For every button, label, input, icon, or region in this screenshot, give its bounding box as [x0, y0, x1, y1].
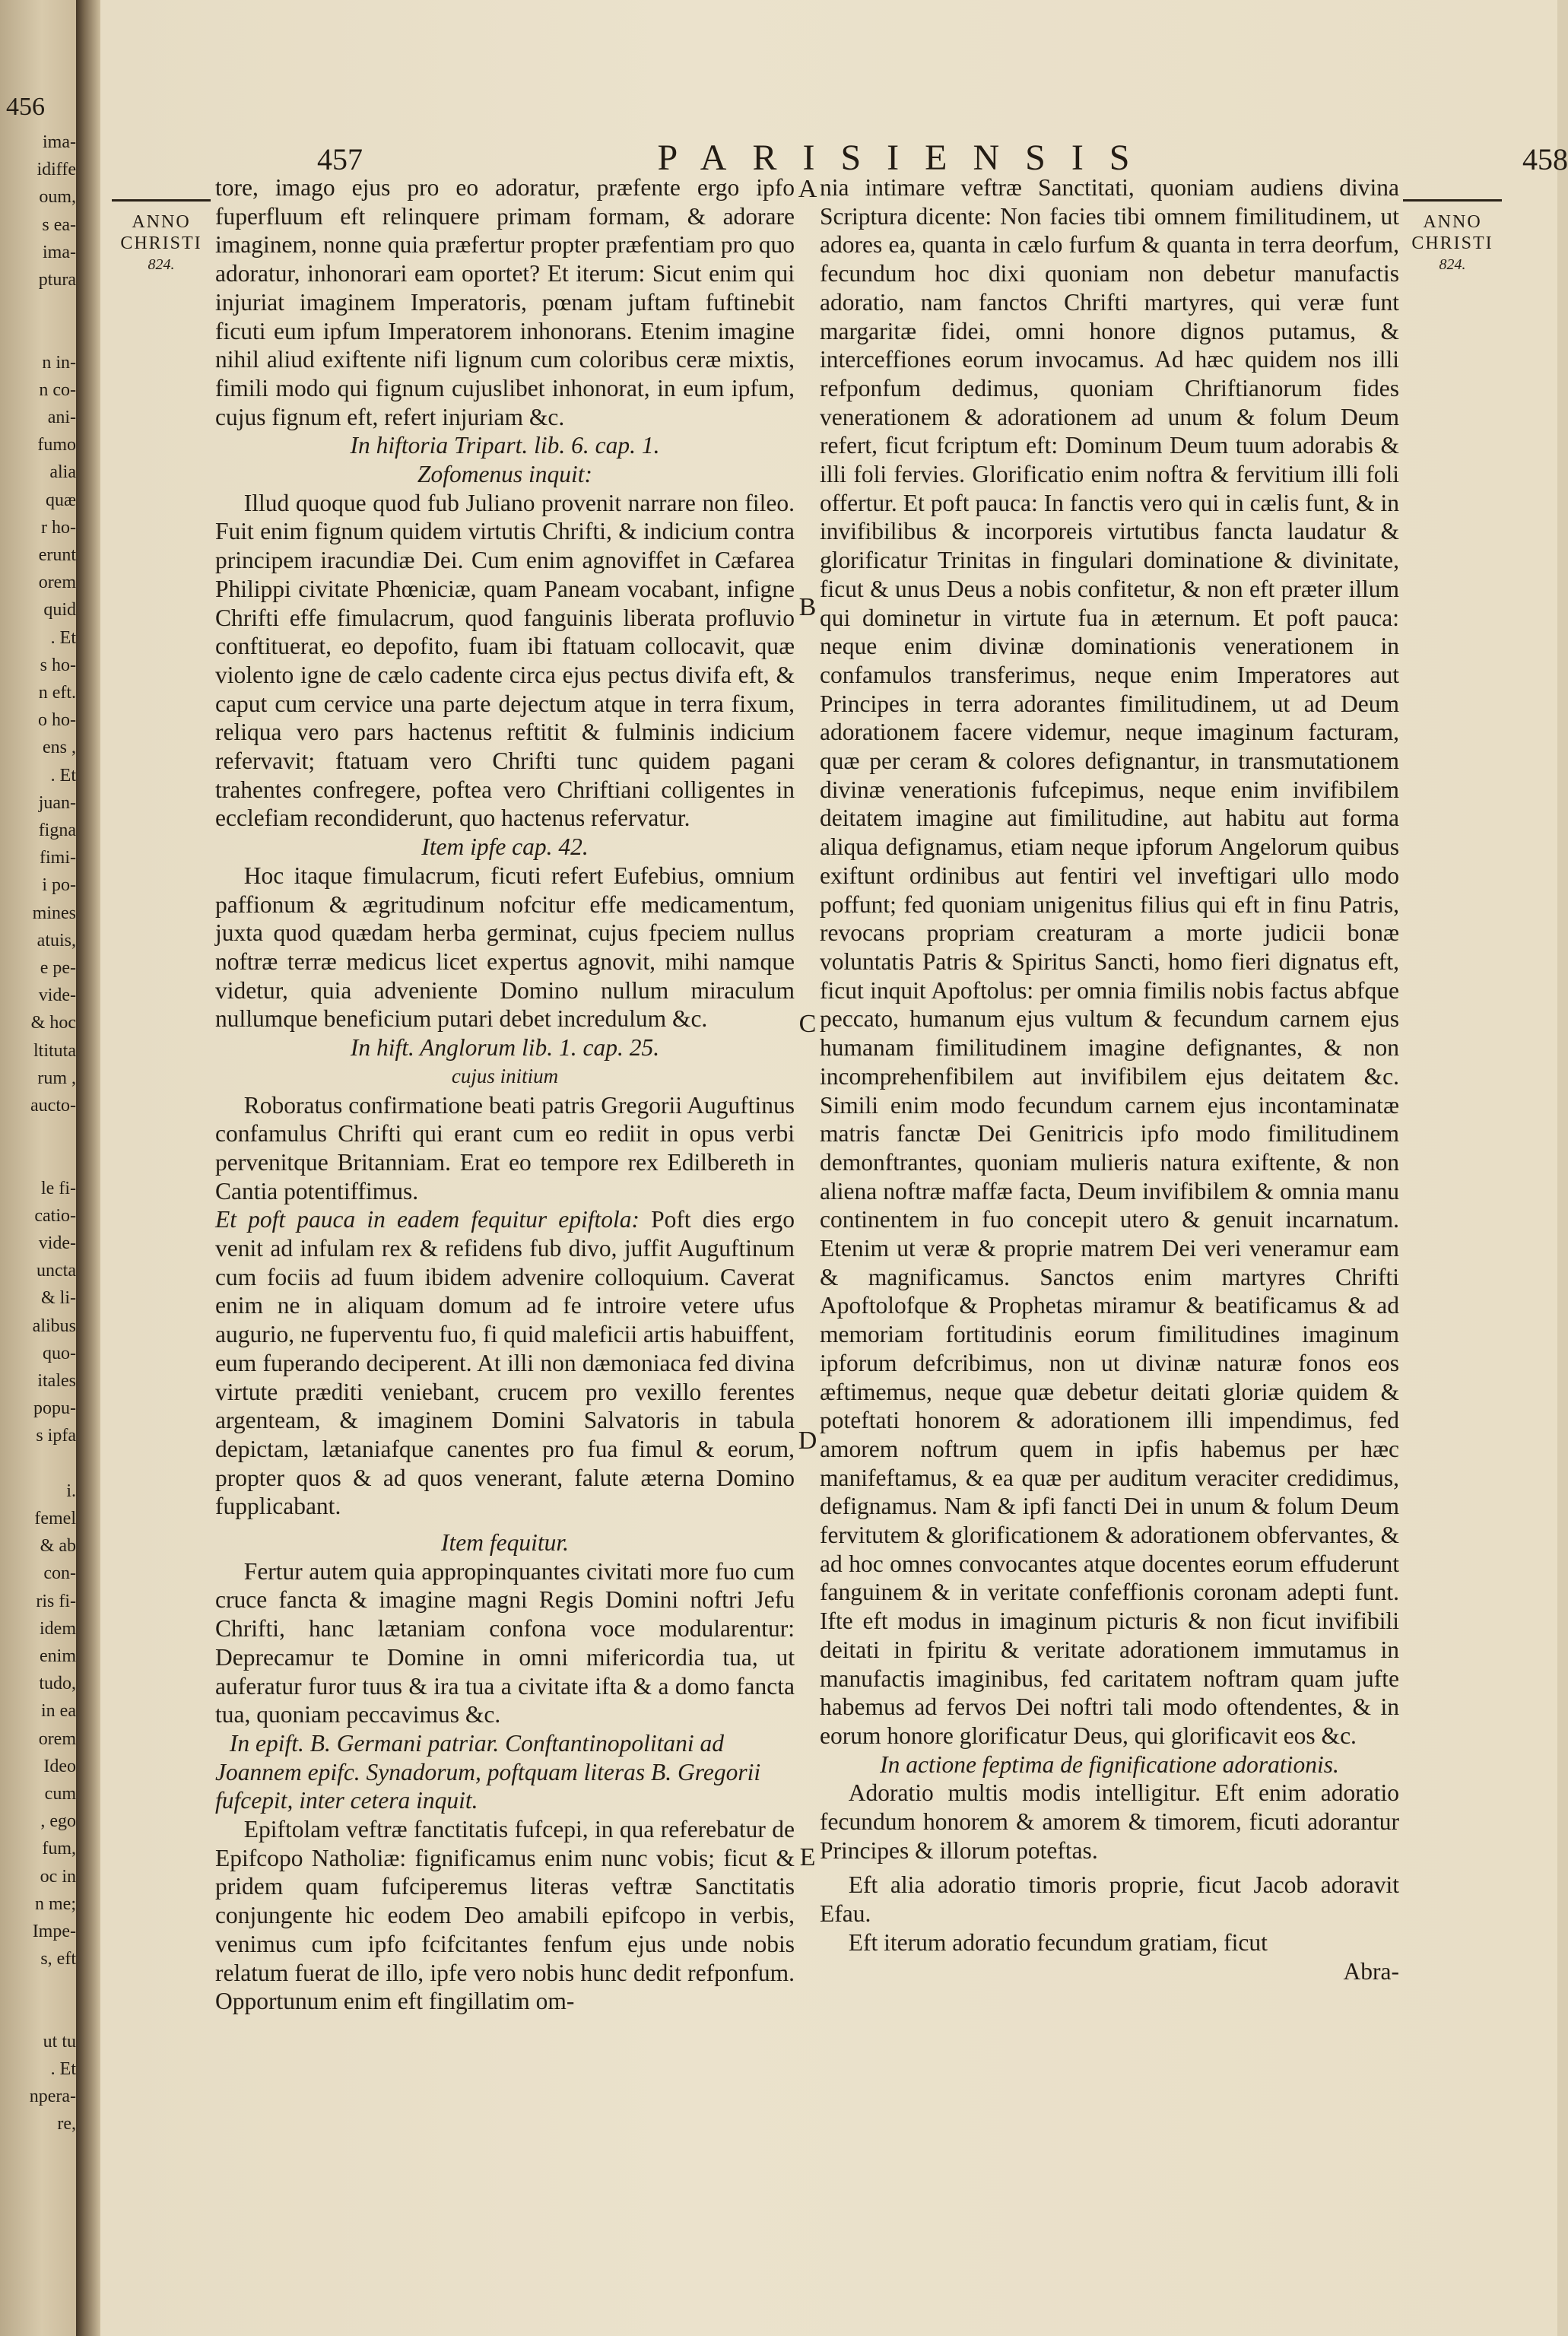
previous-page-fragment: & li-	[41, 1288, 76, 1309]
previous-page-fragment: catio-	[34, 1205, 76, 1226]
previous-page-fragment: idiffe	[37, 160, 76, 180]
previous-page-fragment: figna	[38, 820, 76, 840]
margin-note-label: ANNO	[132, 212, 191, 232]
previous-page-fragment: vide-	[38, 986, 76, 1006]
previous-page-fragment: ima-	[43, 132, 76, 152]
previous-page-fragment: vide-	[38, 1233, 76, 1253]
paragraph: Eft iterum adoratio fecundum gratiam, ficut	[848, 1928, 1268, 1956]
previous-page-fragment: alia	[49, 462, 76, 483]
previous-page-fragment: quid	[43, 600, 76, 620]
previous-page-fragment: itales	[37, 1371, 76, 1391]
previous-page-fragment: quo-	[43, 1343, 76, 1363]
previous-page-fragment: & hoc	[30, 1013, 76, 1033]
section-marker-e: E	[799, 1843, 816, 1871]
previous-page-fragment: juan-	[38, 792, 76, 813]
previous-page-fragment: n eft.	[38, 683, 76, 703]
section-subheading: Zofomenus inquit:	[417, 461, 593, 488]
previous-page-fragment: re,	[57, 2114, 76, 2134]
previous-page-fragment: oum,	[39, 187, 76, 208]
section-heading: In actione feptima de fignificatione adorationis.	[880, 1750, 1339, 1778]
section-heading: In hiftoria Tripart. lib. 6. cap. 1.	[350, 432, 660, 459]
margin-rule-right	[1403, 199, 1502, 202]
section-heading: In epift. B. Germani patriar. Conftantinopolitani ad Joannem epifc. Synadorum, poftquam literas B. Gregorii fufcepit, inter cetera inquit.	[215, 1729, 761, 1814]
previous-page-fragment: ptura	[38, 270, 76, 290]
left-column	[215, 173, 795, 2016]
section-marker-c: C	[798, 1010, 817, 1038]
section-subheading: cujus initium	[451, 1064, 559, 1087]
right-column	[820, 173, 1399, 1985]
running-head: PARISIENSIS	[657, 138, 1156, 178]
previous-page-fragment: ltituta	[33, 1040, 76, 1061]
previous-page-fragment: Ideo	[43, 1756, 76, 1776]
previous-page-fragment: atuis,	[37, 930, 76, 951]
previous-page-fragment: alibus	[32, 1316, 76, 1336]
paragraph: Eft alia adoratio timoris proprie, ficut Jacob adoravit Efau.	[820, 1871, 1399, 1928]
paragraph: Hoc itaque fimulacrum, ficuti refert Eufebius, omnium paffionum & ægritudinum nofcitur effe medicamentum, juxta quod quædam herba germinat, cujus fpeciem nullus noftræ terræ medicus licet expertus agnovit, mihi namque videtur, quia adveniente Domino nullum miraculum nullumque beneficium putari debet incredulum &c.	[215, 862, 795, 1033]
previous-page-fragment: tudo,	[39, 1674, 76, 1694]
previous-page-fragment: r ho-	[41, 517, 76, 538]
previous-page-fragment: ris fi-	[36, 1591, 76, 1611]
previous-page-fragment: femel	[34, 1509, 76, 1528]
paragraph: Epiftolam veftræ fanctitatis fufcepi, in qua referebatur de Epifcopo Natholiæ: fignificamus enim nunc vobis; ficut & pridem quam fufciperemus literas veftræ Sanctitatis conjungente hic eodem Deo amabili epifcopo in verbis, venimus cum ipfo fcifcitantes fenfum ejus unde nobis relatum fuerat de illo, ipfe vero nobis hunc dedit refponfum. Opportunum enim eft fingillatim om-	[215, 1816, 795, 2015]
previous-page-fragment: cum	[44, 1784, 76, 1804]
section-marker-a: A	[798, 175, 817, 203]
previous-page-fragment: ut tu	[43, 2031, 76, 2052]
previous-page-fragment: ani-	[47, 408, 76, 427]
previous-page-fragment: oc in	[40, 1866, 76, 1887]
page-number-left: 457	[317, 142, 363, 176]
paragraph: nia intimare veftræ Sanctitati, quoniam audiens divina Scriptura dicente: Non facies tibi omnem fimilitudinem, ut adores ea, quanta in cælo furfum & quanta in terra deorfum, fecundum hoc dixi quoniam non debetur manufactis adoratio, nam fanctos Chrifti martyres, qui veræ funt margaritæ fidei, omni honore dignos putamus, & interceffiones eorum invocamus. Ad hæc quidem nos illi refponfum dedimus, quoniam Chriftianorum fides venerationem & adorationem ad unum & folum Deum refert, ficut fcriptum eft: Dominum Deum tuum adorabis & illi foli fervies. Glorificatio enim noftra & fervitium illi foli offertur. Et poft pauca: In fanctis vero qui in cælis funt, & in invifibilibus & incorporeis virtutibus fancta laudatur & glorificatur Trinitas in fingulari dominatione & divinitate, ficut & unus Deus a nobis confitetur, & non eft præter illum qui dominetur in virtute fua in æternum. Et poft pauca: neque enim divinæ dominationis venerationem in confamulos transferimus, neque enim Imperatores aut Principes in terra adorantes fimilitudinem, ut ad Deum adorationem facere videmur, neque imaginum facturam, quæ per ceram & colores defignantur, in transmutationem divinæ venerationis fufcepimus, neque enim invifibilem deitatem imagine aut fimilitudine, aut habitu aut forma aliqua defignamus, etiam neque ipforum Angelorum quibus exiftunt ordinibus aut fentiri vel inveftigari ullo modo poffunt; fed quoniam unigenitus filius qui eft in finu Patris, revocans propriam creaturam a morte judicii bonæ voluntatis Patris & Spiritus Sancti, homo fieri dignatus eft, ficut inquit Apoftolus: per omnia fimilis nobis factus abfque peccato, humanum ejus vultum & fecundum carnem ejus humanam fimilitudinem imagine defignantes, & non incomprehenfibilem aut invifibilem ejus deitatem &c. Simili enim modo fecundum carnem ejus incontaminatæ matris fanctæ Dei Genitricis ipfo modo fimilitudinem demonftrantes, quoniam mulieris natura exiftente, & non aliena noftræ maffæ facta, Deum invifibilem & omnia manu continentem in fuo concepit utero & genuit incarnatum. Etenim ut veræ & proprie matrem Dei veri veneramur eam & magnificamus. Sanctos enim martyres Chrifti Apoftolofque & Prophetas miramur & beatificamus & ad memoriam fortitudinis eorum fimilitudines imaginum ipforum defcribimus, non ut divinæ naturæ fonos eos æftimemus, neque quæ debetur deitati gloriæ quidem & poteftati honorem & adorationem illi impendimus, fed amorem noftrum quem in ipfis habemus per hæc manifeftamus, & ea quæ per auditum veraciter credidimus, defignamus. Nam & ipfi fancti Dei in unum & folum Deum fervitutem & glorificationem & adorationem obfervantes, & ad hoc omnes convocantes atque docentes eorum effuderunt fanguinem & in veritate confeffionis coronam adepti funt. Ifte eft modus in imaginum picturis & non ficut invifibili deitati in fpiritu & veritate adorationem immutamus in manufactis imaginibus, fed caritatem noftram quam jufte habemus ad fervos Dei noftri tali modo oftendentes, & in eorum honore glorificatur Deus, qui glorificavit eos &c.	[820, 174, 1399, 1749]
previous-page-fragment: aucto-	[30, 1096, 76, 1116]
inline-citation: Et poft pauca in eadem fequitur epiftola:	[215, 1206, 640, 1233]
previous-page-fragment: . Et	[50, 627, 76, 648]
previous-page-fragment: Impe-	[32, 1922, 76, 1941]
paragraph: tore, imago ejus pro eo adoratur, præfente ergo ipfo fuperfluum eft relinquere primam formam, & adorare imaginem, nonne quia præfertur propter præfentiam pro quo adoratur, inhonorari eam oportet? Et iterum: Sicut enim qui injuriat imaginem Imperatoris, pœnam juftam fuftinebit ficuti eum ipfum Imperatorem inhonorans. Etenim imagine nihil aliud exiftente nifi lignum cum coloribus ceræ mixtis, fimili modo qui fignum cujuslibet inhonorat, in eum ipfum, cujus fignum eft, refert injuriam &c.	[215, 174, 795, 430]
margin-note-year: 824.	[148, 256, 175, 273]
book-gutter	[76, 0, 100, 2336]
previous-page-fragment: uncta	[37, 1261, 76, 1281]
previous-page-fragment: s ho-	[40, 655, 76, 675]
previous-page-fragment: ima-	[43, 242, 76, 262]
previous-page-fragment: n in-	[42, 352, 76, 373]
previous-page-fragment: quæ	[45, 490, 76, 510]
paragraph: Roboratus confirmatione beati patris Gregorii Auguftinus confamulus Chrifti qui erant cum eo rediit in opus verbi pervenitque Britanniam. Erat eo tempore rex Edilbereth in Cantia potentiffimus.	[215, 1091, 795, 1204]
previous-page-fragment: s ipfa	[36, 1426, 76, 1446]
previous-page-fragment: fum,	[42, 1839, 76, 1859]
previous-page-edge	[0, 0, 76, 2336]
margin-note-label: CHRISTI	[120, 233, 202, 253]
previous-page-fragment: idem	[40, 1618, 76, 1639]
paragraph: Fertur autem quia appropinquantes civitati more fuo cum cruce fancta & imagine magni Regis Domini noftri Jefu Chrifti, hanc lætaniam confona voce modularentur: Deprecamur te Domine in omni mifericordia tua, ut auferatur furor tuus & ira tua a civitate ifta & a domo fancta tua, quoniam peccavimus &c.	[215, 1557, 795, 1728]
previous-page-fragment: e pe-	[40, 958, 76, 978]
previous-page-fragment: fimi-	[40, 848, 76, 868]
previous-page-fragment: con-	[43, 1563, 76, 1584]
page-number-right: 458	[1522, 142, 1568, 176]
margin-rule-left	[112, 199, 211, 202]
previous-page-fragment: s ea-	[42, 214, 76, 235]
margin-note-label: CHRISTI	[1411, 233, 1493, 253]
previous-page-fragment: , ego	[40, 1811, 76, 1832]
paragraph: Illud quoque quod fub Juliano provenit narrare non fileo. Fuit enim fignum quidem virtutis Chrifti, & indicium contra principem iracundiæ Dei. Cum enim agnoviffet in Cæfarea Philippi civitate Phœniciæ, quam Paneam vocabant, infigne Chrifti effe fimulacrum, quod fanguinis liberata profluvio conftituerat, eo depofito, fuam ibi ftatuam collocavit, quæ violento igne de cælo cadente circa ejus pectus divifa eft, & caput cum cervice una parte dejectum atque in terra fixum, reliqua vero pars hactenus reftitit & fulminis indicium refervavit; ftatuam vero Chrifti tunc quidem pagani trahentes confregere, poftea vero Chriftiani colligentes in ecclefiam recondiderunt, quo hactenus refervatur.	[215, 489, 795, 832]
paragraph-text: Poft dies ergo venit ad infulam rex & refidens fub divo, juffit Auguftinum cum fociis ad fuum ibidem advenire colloquium. Caverat enim ne in aliquam domum ad fe introire vetere ufus augurio, ne fuperventu fuo, fi quid maleficii artis habuiffent, eum fuperando deciperent. At illi non dæmoniaca fed divina virtute præditi veniebant, crucem pro vexillo ferentes argenteam, & imaginem Domini Salvatoris in tabula depictam, lætaniafque canentes pro fua fimul & eorum, propter quos & ad quos venerant, falute æterna Domino fupplicabant.	[215, 1206, 795, 1520]
previous-page-fragment: npera-	[29, 2087, 76, 2107]
previous-page-fragment: & ab	[40, 1536, 76, 1557]
previous-page-number: 456	[6, 93, 45, 121]
previous-page-fragment: erunt	[38, 545, 76, 565]
previous-page-fragment: . Et	[50, 765, 76, 786]
previous-page-fragment: mines	[32, 903, 76, 923]
previous-page-fragment: le fi-	[41, 1178, 76, 1198]
previous-page-fragment: ens ,	[43, 738, 76, 758]
previous-page-fragment: . Et	[50, 2059, 76, 2079]
previous-page-fragment: popu-	[33, 1398, 76, 1419]
section-marker-d: D	[798, 1427, 817, 1455]
catchword: Abra-	[1343, 1957, 1399, 1985]
previous-page-fragment: n me;	[35, 1893, 76, 1914]
section-marker-b: B	[798, 593, 817, 621]
previous-page-fragment: s, eft	[40, 1949, 76, 1969]
paragraph: Adoratio multis modis intelligitur. Eft enim adoratio fecundum honorem & amorem & timorem, ficuti adorantur Principes & illorum poteftas.	[820, 1779, 1399, 1864]
previous-page-fragment: i po-	[42, 875, 76, 896]
margin-note-right	[1403, 211, 1502, 275]
previous-page-fragment: orem	[38, 573, 76, 593]
paragraph	[215, 1205, 795, 1521]
previous-page-fragment: enim	[40, 1646, 76, 1666]
section-heading: In hift. Anglorum lib. 1. cap. 25.	[350, 1034, 660, 1062]
margin-note-left	[112, 211, 211, 275]
margin-note-year: 824.	[1439, 256, 1466, 273]
margin-note-label: ANNO	[1423, 212, 1482, 232]
previous-page-fragment: i.	[66, 1481, 76, 1501]
previous-page-fragment: in ea	[41, 1701, 76, 1722]
section-heading: Item fequitur.	[441, 1529, 569, 1557]
previous-page-fragment: fumo	[37, 435, 76, 455]
previous-page-fragment: n co-	[39, 379, 76, 400]
previous-page-fragment: orem	[38, 1728, 76, 1749]
previous-page-fragment: rum ,	[37, 1068, 76, 1088]
previous-page-fragment: o ho-	[38, 710, 76, 731]
section-heading: Item ipfe cap. 42.	[421, 833, 589, 861]
